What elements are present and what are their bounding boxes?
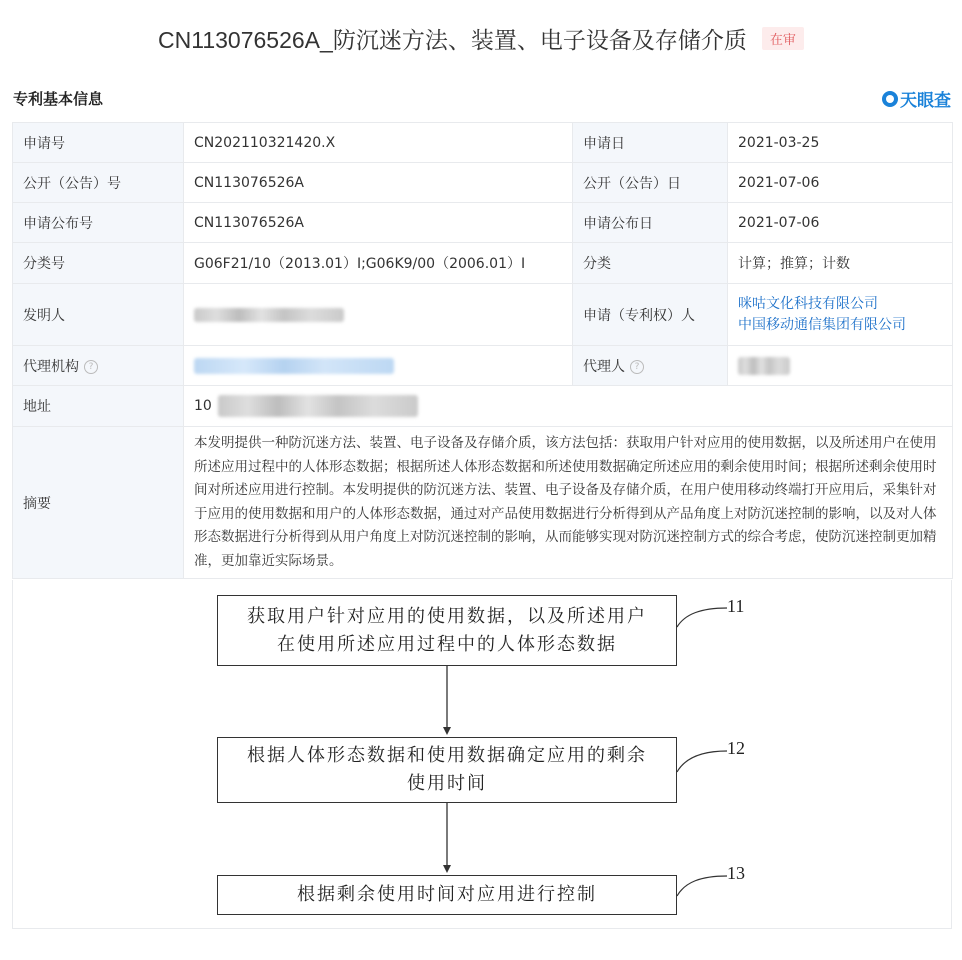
leader-line <box>677 751 727 772</box>
app-pub-no-label: 申请公布号 <box>13 203 184 243</box>
status-badge: 在审 <box>762 27 804 50</box>
application-date-value: 2021-03-25 <box>728 123 953 163</box>
table-row <box>13 427 953 579</box>
help-circle-icon[interactable]: ? <box>630 360 644 374</box>
publication-date-label: 公开（公告）日 <box>573 163 728 203</box>
table-row <box>13 386 953 427</box>
redacted-agent <box>738 357 790 375</box>
redacted-agency[interactable] <box>194 358 394 374</box>
brand-logo[interactable] <box>882 86 951 111</box>
table-row <box>13 284 953 346</box>
applicant-link[interactable]: 咪咕文化科技有限公司 <box>738 295 878 312</box>
app-pub-date-label: 申请公布日 <box>573 203 728 243</box>
flow-step-text: 根据人体形态数据和使用数据确定应用的剩余 <box>247 745 647 766</box>
application-no-label: 申请号 <box>13 123 184 163</box>
agent-value <box>728 346 953 386</box>
address-prefix: 10 <box>194 398 212 414</box>
category-label: 分类 <box>573 243 728 284</box>
leader-line <box>677 608 727 627</box>
page-header <box>0 22 962 55</box>
publication-date-value: 2021-07-06 <box>728 163 953 203</box>
patent-title: CN113076526A_防沉迷方法、装置、电子设备及存储介质 <box>158 27 747 53</box>
step-number: 13 <box>727 863 745 883</box>
flow-step-11 <box>217 595 677 666</box>
class-no-value: G06F21/10（2013.01）I;G06K9/00（2006.01）I <box>184 243 573 284</box>
table-row <box>13 203 953 243</box>
table-row <box>13 123 953 163</box>
section-title: 专利基本信息 <box>13 90 104 108</box>
redacted-address <box>218 395 418 417</box>
agency-label <box>13 346 184 386</box>
flow-arrowhead <box>443 865 451 873</box>
agent-label <box>573 346 728 386</box>
tianyancha-logo-icon <box>882 91 898 107</box>
flow-step-text: 根据剩余使用时间对应用进行控制 <box>297 884 597 905</box>
help-circle-icon[interactable]: ? <box>84 360 98 374</box>
step-number: 12 <box>727 738 745 758</box>
table-row <box>13 346 953 386</box>
address-label: 地址 <box>13 386 184 427</box>
patent-info-table <box>12 122 953 579</box>
application-no-value: CN202110321420.X <box>184 123 573 163</box>
table-row <box>13 243 953 284</box>
inventor-label: 发明人 <box>13 284 184 346</box>
app-pub-date-value: 2021-07-06 <box>728 203 953 243</box>
agent-label-text: 代理人 <box>583 358 625 375</box>
flow-step-text: 获取用户针对应用的使用数据，以及所述用户 <box>247 605 647 627</box>
flow-step-12 <box>217 737 677 803</box>
flow-step-text: 使用时间 <box>407 773 487 794</box>
applicant-value <box>728 284 953 346</box>
agency-value <box>184 346 573 386</box>
abstract-text: 本发明提供一种防沉迷方法、装置、电子设备及存储介质，该方法包括：获取用户针对应用的使用数据，以及所述用户在使用所述应用过程中的人体形态数据；根据所述人体形态数据和所述使用数据确定所述应用的剩余使用时间；根据所述剩余使用时间对所述应用进行控制。本发明提供的防沉迷方法、装置、电子设备及存储介质，在用户使用移动终端打开应用后，采集针对于应用的使用数据和用户的人体形态数据，通过对产品使用数据进行分析得到从产品角度上对防沉迷控制的影响，以及对人体形态数据进行分析得到从用户角度上对防沉迷控制的影响，从而能够实现对防沉迷控制方式的综合考虑，使防沉迷控制更加精准，更加靠近实际场景。 <box>184 427 953 579</box>
table-row <box>13 163 953 203</box>
applicant-link[interactable]: 中国移动通信集团有限公司 <box>738 316 906 333</box>
abstract-figure <box>12 580 952 929</box>
publication-no-value: CN113076526A <box>184 163 573 203</box>
app-pub-no-value: CN113076526A <box>184 203 573 243</box>
address-value <box>184 386 953 427</box>
abstract-label: 摘要 <box>13 427 184 579</box>
agency-label-text: 代理机构 <box>23 358 79 375</box>
section-header <box>13 86 951 110</box>
class-no-label: 分类号 <box>13 243 184 284</box>
brand-name: 天眼查 <box>900 91 951 111</box>
category-value: 计算；推算；计数 <box>728 243 953 284</box>
leader-line <box>677 876 727 896</box>
step-number: 11 <box>727 596 745 616</box>
inventor-value <box>184 284 573 346</box>
redacted-inventor <box>194 308 344 322</box>
flow-arrowhead <box>443 727 451 735</box>
application-date-label: 申请日 <box>573 123 728 163</box>
flow-step-text: 在使用所述应用过程中的人体形态数据 <box>277 633 617 655</box>
publication-no-label: 公开（公告）号 <box>13 163 184 203</box>
flow-step-13 <box>217 875 677 915</box>
applicant-label: 申请（专利权）人 <box>573 284 728 346</box>
